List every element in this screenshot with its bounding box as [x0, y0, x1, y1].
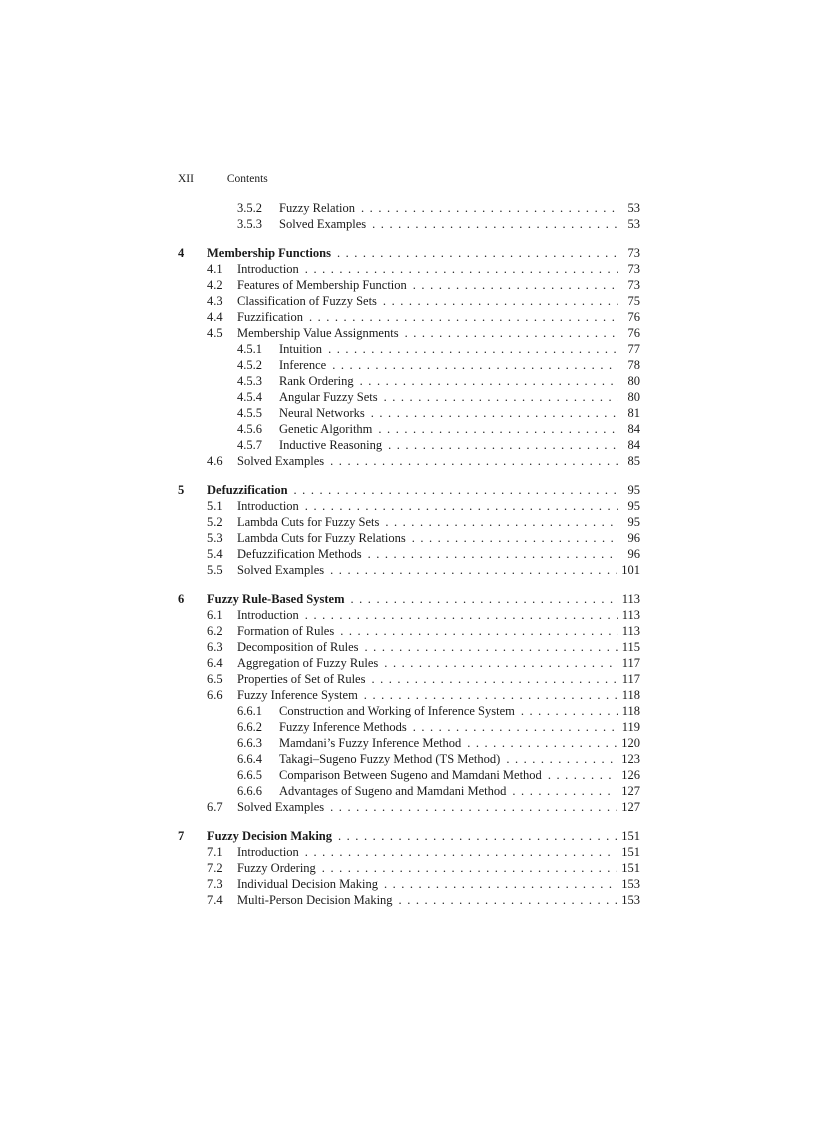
toc-entry-number: 4.5.1: [237, 342, 262, 356]
toc-entry-section[interactable]: [178, 261, 640, 277]
dot-leader: [359, 639, 618, 655]
toc-entry-title: Solved Examples: [279, 217, 367, 231]
toc-entry-subsection[interactable]: [178, 373, 640, 389]
toc-entry-number: 5: [178, 483, 185, 497]
dot-leader: [326, 357, 618, 373]
toc-entry-title: Fuzzy Ordering: [237, 861, 316, 875]
toc-entry-title: Advantages of Sugeno and Mamdani Method: [279, 784, 507, 798]
toc-entry-number: 5.1: [207, 499, 223, 513]
toc-entry-number: 6: [178, 592, 185, 606]
toc-entry-page: 80: [627, 390, 640, 404]
toc-entry-title: Introduction: [237, 845, 299, 859]
toc-entry-page: 153: [621, 893, 640, 907]
toc-entry-title: Fuzzy Relation: [279, 201, 356, 215]
toc-entry-title: Inference: [279, 358, 327, 372]
toc-entry-page: 151: [621, 861, 640, 875]
dot-leader: [324, 562, 617, 578]
toc-entry-title: Individual Decision Making: [237, 877, 378, 891]
toc-entry-section[interactable]: [178, 639, 640, 655]
toc-entry-section[interactable]: [178, 799, 640, 815]
toc-entry-title: Solved Examples: [237, 800, 325, 814]
toc-entry-section[interactable]: [178, 655, 640, 671]
toc-entry-number: 6.6.5: [237, 768, 262, 782]
toc-entry-title: Lambda Cuts for Fuzzy Relations: [237, 531, 406, 545]
toc-entry-page: 126: [621, 768, 640, 782]
toc-entry-number: 4.4: [207, 310, 223, 324]
dot-leader: [299, 261, 618, 277]
toc-entry-title: Solved Examples: [237, 454, 325, 468]
toc-entry-page: 113: [621, 592, 640, 606]
toc-entry-section[interactable]: [178, 671, 640, 687]
toc-entry-number: 6.5: [207, 672, 223, 686]
toc-entry-title: Mamdani’s Fuzzy Inference Method: [279, 736, 462, 750]
toc-entry-number: 4.5.6: [237, 422, 262, 436]
dot-leader: [299, 607, 618, 623]
toc-entry-page: 151: [621, 829, 640, 843]
toc-entry-title: Genetic Algorithm: [279, 422, 373, 436]
dot-leader: [407, 277, 618, 293]
toc-entry-page: 84: [627, 438, 640, 452]
toc-entry-number: 4.2: [207, 278, 223, 292]
dot-leader: [299, 844, 617, 860]
toc-entry-section[interactable]: [178, 876, 640, 892]
toc-entry-section[interactable]: [178, 277, 640, 293]
toc-entry-page: 120: [621, 736, 640, 750]
toc-entry-page: 123: [621, 752, 640, 766]
toc-entry-number: 4: [178, 246, 185, 260]
toc-entry-title: Formation of Rules: [237, 624, 335, 638]
toc-entry-number: 7.2: [207, 861, 223, 875]
toc-entry-number: 7.4: [207, 893, 223, 907]
toc-entry-page: 119: [621, 720, 640, 734]
dot-leader: [377, 293, 618, 309]
toc-entry-number: 6.6.1: [237, 704, 262, 718]
toc-entry-number: 4.5.7: [237, 438, 262, 452]
toc-entry-number: 5.2: [207, 515, 223, 529]
dot-leader: [324, 453, 618, 469]
toc-entry-title: Multi-Person Decision Making: [237, 893, 393, 907]
toc-entry-chapter[interactable]: [178, 828, 640, 844]
dot-leader: [365, 405, 618, 421]
toc-entry-number: 7: [178, 829, 185, 843]
toc-entry-page: 118: [621, 688, 640, 702]
toc-entry-title: Fuzzy Inference System: [237, 688, 358, 702]
header-page-number: XII: [178, 173, 194, 185]
toc-entry-page: 117: [621, 656, 640, 670]
toc-entry-number: 6.6.3: [237, 736, 262, 750]
toc-entry-page: 77: [627, 342, 640, 356]
toc-entry-title: Fuzzy Decision Making: [207, 829, 332, 843]
toc-entry-title: Decomposition of Rules: [237, 640, 359, 654]
toc-entry-title: Fuzzy Inference Methods: [279, 720, 407, 734]
toc-entry-subsection[interactable]: [178, 767, 640, 783]
toc-entry-page: 117: [621, 672, 640, 686]
toc-entry-number: 4.5.3: [237, 374, 262, 388]
toc-entry-section[interactable]: [178, 687, 640, 703]
toc-entry-title: Properties of Set of Rules: [237, 672, 366, 686]
toc-entry-number: 6.6: [207, 688, 223, 702]
toc-entry-page: 127: [621, 800, 640, 814]
dot-leader: [542, 767, 617, 783]
toc-entry-section[interactable]: [178, 530, 640, 546]
toc-entry-section[interactable]: [178, 498, 640, 514]
dot-leader: [382, 437, 618, 453]
toc-entry-page: 96: [627, 547, 640, 561]
toc-entry-number: 6.1: [207, 608, 223, 622]
toc-entry-section[interactable]: [178, 514, 640, 530]
toc-entry-number: 6.6.4: [237, 752, 262, 766]
toc-entry-number: 4.1: [207, 262, 223, 276]
toc-entry-page: 95: [627, 483, 640, 497]
toc-entry-page: 115: [621, 640, 640, 654]
dot-leader: [506, 783, 617, 799]
toc-entry-section[interactable]: [178, 623, 640, 639]
toc-entry-title: Defuzzification Methods: [237, 547, 362, 561]
toc-entry-section[interactable]: [178, 453, 640, 469]
toc-entry-page: 73: [627, 246, 640, 260]
dot-leader: [461, 735, 617, 751]
toc-entry-page: 81: [627, 406, 640, 420]
dot-leader: [316, 860, 617, 876]
dot-leader: [407, 719, 618, 735]
toc-entry-section[interactable]: [178, 892, 640, 908]
dot-leader: [365, 671, 617, 687]
toc-entry-title: Introduction: [237, 608, 299, 622]
toc-entry-number: 5.5: [207, 563, 223, 577]
toc-entry-page: 127: [621, 784, 640, 798]
toc-entry-title: Aggregation of Fuzzy Rules: [237, 656, 379, 670]
toc-entry-subsection[interactable]: [178, 437, 640, 453]
dot-leader: [345, 591, 618, 607]
dot-leader: [500, 751, 617, 767]
toc-entry-title: Fuzzification: [237, 310, 303, 324]
toc-entry-page: 95: [627, 499, 640, 513]
dot-leader: [334, 623, 617, 639]
toc-entry-title: Intuition: [279, 342, 323, 356]
toc-entry-title: Lambda Cuts for Fuzzy Sets: [237, 515, 380, 529]
toc-entry-number: 4.5.4: [237, 390, 262, 404]
toc-entry-title: Defuzzification: [207, 483, 288, 497]
toc-entry-number: 3.5.3: [237, 217, 262, 231]
dot-leader: [378, 389, 618, 405]
dot-leader: [366, 216, 618, 232]
toc-entry-subsection[interactable]: [178, 751, 640, 767]
header-running-title: Contents: [226, 173, 268, 185]
toc-entry-subsection[interactable]: [178, 216, 640, 232]
toc-entry-number: 5.3: [207, 531, 223, 545]
toc-entry-page: 113: [621, 608, 640, 622]
dot-leader: [354, 373, 618, 389]
dot-leader: [299, 498, 618, 514]
toc-entry-page: 95: [627, 515, 640, 529]
toc-entry-number: 6.7: [207, 800, 223, 814]
dot-leader: [322, 341, 618, 357]
toc-entry-section[interactable]: [178, 607, 640, 623]
toc-entry-title: Takagi–Sugeno Fuzzy Method (TS Method): [279, 752, 501, 766]
toc-entry-title: Classification of Fuzzy Sets: [237, 294, 377, 308]
toc-entry-number: 4.5.5: [237, 406, 262, 420]
toc-entry-subsection[interactable]: [178, 719, 640, 735]
toc-entry-page: 101: [621, 563, 640, 577]
toc-entry-number: 3.5.2: [237, 201, 262, 215]
toc-entry-number: 4.5: [207, 326, 223, 340]
toc-entry-section[interactable]: [178, 562, 640, 578]
toc-entry-title: Introduction: [237, 499, 299, 513]
toc-entry-number: 6.2: [207, 624, 223, 638]
toc-entry-page: 96: [627, 531, 640, 545]
table-of-contents: [178, 200, 640, 908]
toc-entry-chapter[interactable]: [178, 245, 640, 261]
toc-entry-number: 4.6: [207, 454, 223, 468]
dot-leader: [515, 703, 618, 719]
toc-entry-page: 73: [627, 278, 640, 292]
toc-entry-section[interactable]: [178, 546, 640, 562]
toc-entry-page: 151: [621, 845, 640, 859]
toc-entry-title: Membership Functions: [207, 246, 331, 260]
toc-entry-title: Features of Membership Function: [237, 278, 407, 292]
toc-entry-page: 153: [621, 877, 640, 891]
dot-leader: [378, 876, 617, 892]
toc-entry-number: 4.3: [207, 294, 223, 308]
toc-entry-number: 6.4: [207, 656, 223, 670]
toc-entry-subsection[interactable]: [178, 200, 640, 216]
toc-entry-subsection[interactable]: [178, 735, 640, 751]
dot-leader: [331, 245, 618, 261]
dot-leader: [303, 309, 618, 325]
toc-entry-title: Introduction: [237, 262, 299, 276]
toc-entry-page: 76: [627, 310, 640, 324]
toc-entry-number: 6.3: [207, 640, 223, 654]
toc-entry-number: 6.6.6: [237, 784, 262, 798]
toc-entry-chapter[interactable]: [178, 591, 640, 607]
toc-entry-page: 53: [627, 201, 640, 215]
toc-entry-title: Rank Ordering: [279, 374, 354, 388]
toc-entry-title: Membership Value Assignments: [237, 326, 399, 340]
toc-entry-section[interactable]: [178, 293, 640, 309]
toc-entry-number: 7.1: [207, 845, 223, 859]
dot-leader: [406, 530, 618, 546]
toc-entry-title: Fuzzy Rule-Based System: [207, 592, 345, 606]
toc-entry-subsection[interactable]: [178, 357, 640, 373]
toc-entry-page: 78: [627, 358, 640, 372]
toc-entry-number: 4.5.2: [237, 358, 262, 372]
dot-leader: [288, 482, 618, 498]
toc-entry-page: 73: [627, 262, 640, 276]
toc-entry-title: Inductive Reasoning: [279, 438, 383, 452]
toc-entry-number: 6.6.2: [237, 720, 262, 734]
toc-entry-subsection[interactable]: [178, 421, 640, 437]
running-header: [178, 172, 268, 186]
toc-entry-page: 80: [627, 374, 640, 388]
toc-entry-subsection[interactable]: [178, 341, 640, 357]
toc-entry-page: 118: [621, 704, 640, 718]
toc-entry-subsection[interactable]: [178, 389, 640, 405]
toc-entry-chapter[interactable]: [178, 482, 640, 498]
dot-leader: [324, 799, 617, 815]
toc-entry-title: Comparison Between Sugeno and Mamdani Method: [279, 768, 542, 782]
toc-entry-title: Angular Fuzzy Sets: [279, 390, 378, 404]
toc-entry-page: 113: [621, 624, 640, 638]
toc-entry-page: 75: [627, 294, 640, 308]
toc-entry-section[interactable]: [178, 325, 640, 341]
dot-leader: [358, 687, 618, 703]
dot-leader: [372, 421, 618, 437]
toc-entry-section[interactable]: [178, 860, 640, 876]
dot-leader: [379, 514, 618, 530]
toc-entry-title: Solved Examples: [237, 563, 325, 577]
toc-entry-title: Construction and Working of Inference System: [279, 704, 515, 718]
dot-leader: [332, 828, 617, 844]
dot-leader: [355, 200, 618, 216]
dot-leader: [399, 325, 618, 341]
toc-entry-page: 76: [627, 326, 640, 340]
toc-entry-subsection[interactable]: [178, 783, 640, 799]
toc-entry-page: 53: [627, 217, 640, 231]
toc-entry-page: 85: [627, 454, 640, 468]
dot-leader: [362, 546, 618, 562]
toc-entry-section[interactable]: [178, 309, 640, 325]
toc-entry-section[interactable]: [178, 844, 640, 860]
toc-entry-subsection[interactable]: [178, 405, 640, 421]
toc-entry-number: 5.4: [207, 547, 223, 561]
toc-entry-title: Neural Networks: [279, 406, 365, 420]
dot-leader: [393, 892, 618, 908]
toc-entry-page: 84: [627, 422, 640, 436]
dot-leader: [378, 655, 617, 671]
toc-entry-subsection[interactable]: [178, 703, 640, 719]
toc-entry-number: 7.3: [207, 877, 223, 891]
